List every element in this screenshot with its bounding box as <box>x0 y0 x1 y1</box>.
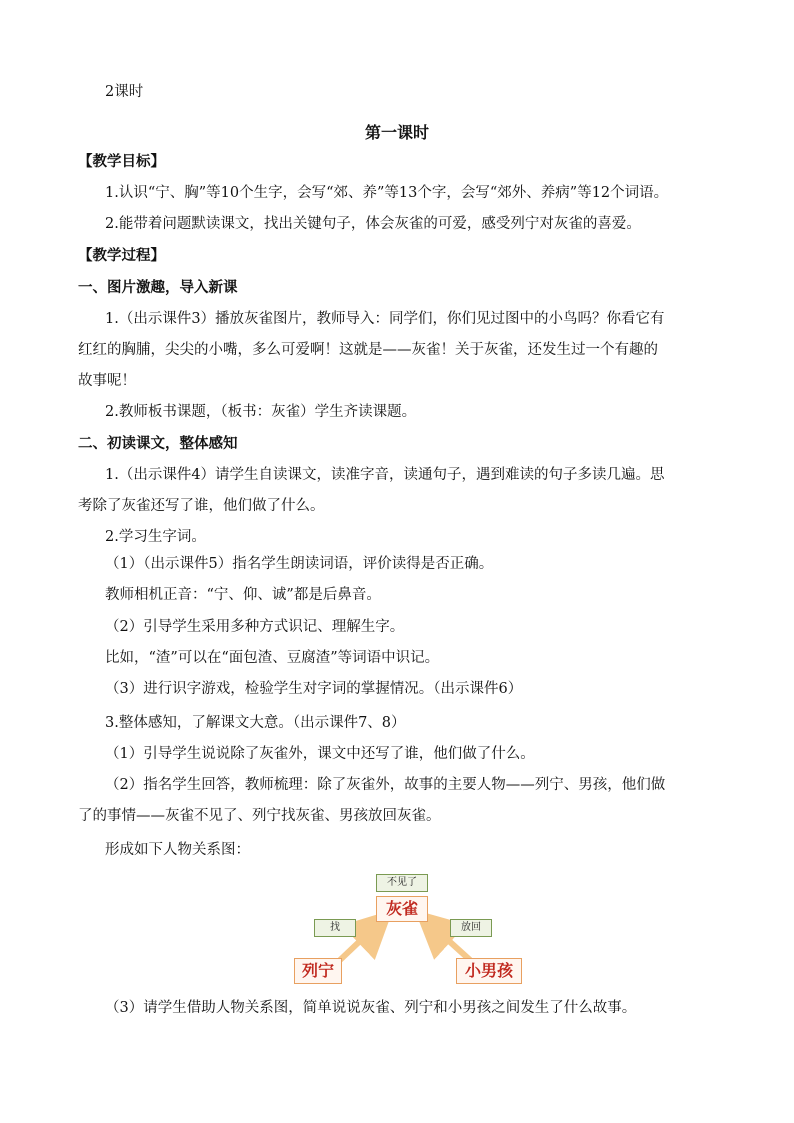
paragraph-line: （3）进行识字游戏，检验学生对字词的掌握情况。（出示课件6） <box>105 681 523 697</box>
node-huique: 灰雀 <box>376 896 428 922</box>
paragraph-line: 形成如下人物关系图： <box>105 842 250 858</box>
tag-return: 放回 <box>450 919 492 937</box>
paragraph-line: （1）（出示课件5）指名学生朗读词语，评价读得是否正确。 <box>105 556 494 572</box>
paragraph-line: （2）引导学生采用多种方式识记、理解生字。 <box>105 619 405 635</box>
node-liening: 列宁 <box>294 958 342 984</box>
tag-disappeared: 不见了 <box>376 874 428 892</box>
goal-2: 2.能带着问题默读课文，找出关键句子，体会灰雀的可爱，感受列宁对灰雀的喜爱。 <box>105 216 641 232</box>
paragraph-line: 考除了灰雀还写了谁，他们做了什么。 <box>78 498 325 514</box>
paragraph-line: 故事呢！ <box>78 373 136 389</box>
paragraph-line: 比如，“渣”可以在“面包渣、豆腐渣”等词语中识记。 <box>105 650 440 666</box>
paragraph-line: 2.学习生字词。 <box>105 529 206 545</box>
paragraph-line: 3.整体感知，了解课文大意。（出示课件7、8） <box>105 715 406 731</box>
node-little-boy: 小男孩 <box>456 958 522 984</box>
tag-find: 找 <box>314 919 356 937</box>
paragraph-line: （2）指名学生回答，教师梳理：除了灰雀外，故事的主要人物——列宁、男孩，他们做 <box>105 777 666 793</box>
paragraph-line: 1.（出示课件3）播放灰雀图片，教师导入：同学们，你们见过图中的小鸟吗？你看它有 <box>105 311 665 327</box>
heading-teaching-process: 【教学过程】 <box>78 247 165 264</box>
section-heading-2: 二、初读课文，整体感知 <box>78 435 238 452</box>
paragraph-line: 了的事情——灰雀不见了、列宁找灰雀、男孩放回灰雀。 <box>78 808 441 824</box>
paragraph-line: 2.教师板书课题，（板书：灰雀）学生齐读课题。 <box>105 404 417 420</box>
paragraph-line: 1.（出示课件4）请学生自读课文，读准字音，读通句子，遇到难读的句子多读几遍。思 <box>105 467 665 483</box>
paragraph-line: （3）请学生借助人物关系图，简单说说灰雀、列宁和小男孩之间发生了什么故事。 <box>105 1000 637 1016</box>
heading-teaching-goals: 【教学目标】 <box>78 153 165 170</box>
section-title: 第一课时 <box>364 123 429 142</box>
section-heading-1: 一、图片激趣，导入新课 <box>78 279 238 296</box>
character-relationship-diagram <box>290 872 530 984</box>
goal-1: 1.认识“宁、胸”等10个生字，会写“郊、养”等13个字，会写“郊外、养病”等12个词语。 <box>105 185 669 201</box>
paragraph-line: 教师相机正音：“宁、仰、诚”都是后鼻音。 <box>105 587 381 603</box>
lesson-count: 2课时 <box>105 84 144 100</box>
paragraph-line: 红红的胸脯，尖尖的小嘴，多么可爱啊！这就是——灰雀！关于灰雀，还发生过一个有趣的 <box>78 342 658 358</box>
paragraph-line: （1）引导学生说说除了灰雀外，课文中还写了谁，他们做了什么。 <box>105 746 535 762</box>
